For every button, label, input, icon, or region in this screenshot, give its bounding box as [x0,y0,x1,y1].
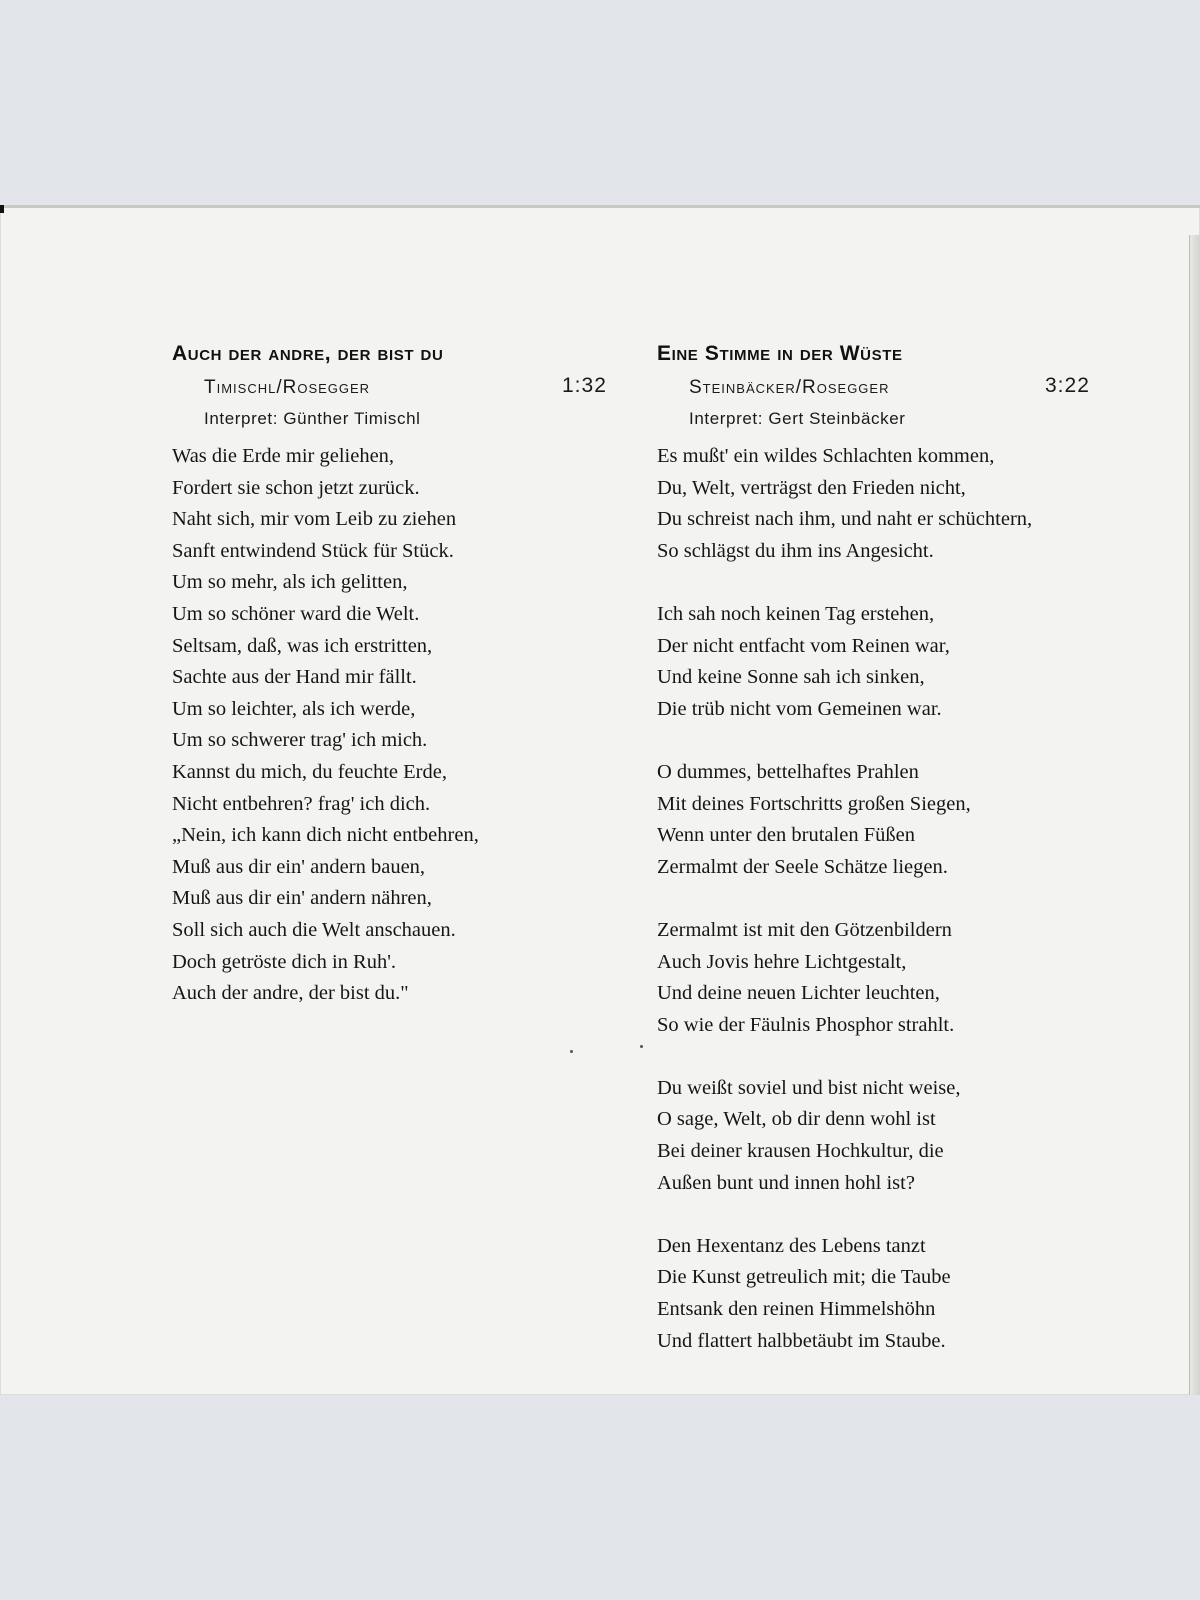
lyric-line: Du weißt soviel und bist nicht weise, [657,1076,961,1099]
page-corner-mark [0,205,4,213]
lyric-line: Soll sich auch die Welt anschauen. [172,918,456,941]
lyric-line: Seltsam, daß, was ich erstritten, [172,634,433,657]
song-duration: 3:22 [1045,374,1090,397]
lyric-line: Und deine neuen Lichter leuchten, [657,982,940,1005]
lyric-line: So schlägst du ihm ins Angesicht. [657,539,934,562]
lyric-line: Muß aus dir ein' andern bauen, [172,855,426,878]
lyric-line: O dummes, bettelhaftes Prahlen [657,760,919,783]
lyric-line: Sachte aus der Hand mir fällt. [172,666,417,689]
lyric-line: Auch der andre, der bist du." [172,982,409,1005]
stanza-gap [657,1041,1032,1073]
lyric-line: Um so leichter, als ich werde, [172,697,416,720]
stanza-gap [657,1199,1032,1231]
lyric-line: Sanft entwindend Stück für Stück. [172,539,454,562]
lyric-line: Auch Jovis hehre Lichtgestalt, [657,950,907,973]
song-credits: Timischl/Rosegger [204,377,371,398]
lyric-line: Muß aus dir ein' andern nähren, [172,887,432,910]
lyric-line: Es mußt' ein wildes Schlachten kommen, [657,445,995,467]
song-title: Auch der andre, der bist du [172,342,444,365]
lyric-line: Kannst du mich, du feuchte Erde, [172,760,447,783]
lyric-line: Und flattert halbbetäubt im Staube. [657,1329,946,1352]
lyric-line: Außen bunt und innen hohl ist? [657,1171,915,1194]
lyric-line: Du, Welt, verträgst den Frieden nicht, [657,476,966,499]
lyric-line: Fordert sie schon jetzt zurück. [172,476,420,499]
song-interpret: Interpret: Gert Steinbäcker [689,409,906,428]
lyric-line: Die Kunst getreulich mit; die Taube [657,1266,951,1289]
lyric-line: Entsank den reinen Himmelshöhn [657,1298,936,1321]
lyric-line: Die trüb nicht vom Gemeinen war. [657,697,942,720]
booklet-page [0,205,1200,1395]
song-duration: 1:32 [562,374,607,397]
lyric-line: Naht sich, mir vom Leib zu ziehen [172,508,457,531]
lyric-line: Um so mehr, als ich gelitten, [172,571,408,594]
lyric-line: O sage, Welt, ob dir denn wohl ist [657,1108,936,1131]
lyric-line: Was die Erde mir geliehen, [172,445,395,467]
lyric-line: Zermalmt ist mit den Götzenbildern [657,918,952,941]
lyric-line: Mit deines Fortschritts großen Siegen, [657,792,971,815]
song-lyrics [172,441,479,1010]
page-edge [1189,235,1200,1395]
lyric-line: Nicht entbehren? frag' ich dich. [172,792,431,815]
lyric-line: Zermalmt der Seele Schätze liegen. [657,855,948,878]
lyric-line: Du schreist nach ihm, und naht er schüchtern, [657,508,1033,531]
lyric-line: Um so schöner ward die Welt. [172,602,420,625]
song-credits: Steinbäcker/Rosegger [689,377,890,398]
stanza-gap [657,567,1032,599]
stanza-gap [657,883,1032,915]
song-interpret: Interpret: Günther Timischl [204,409,421,428]
song-title: Eine Stimme in der Wüste [657,342,903,365]
lyric-line: „Nein, ich kann dich nicht entbehren, [172,824,479,847]
lyric-line: Den Hexentanz des Lebens tanzt [657,1234,926,1257]
print-speck [640,1045,643,1048]
lyric-line: Der nicht entfacht vom Reinen war, [657,634,950,657]
lyric-line: Bei deiner krausen Hochkultur, die [657,1140,944,1163]
lyric-line: Doch getröste dich in Ruh'. [172,950,397,973]
print-speck [570,1050,573,1053]
stanza-gap [657,725,1032,757]
lyric-line: Wenn unter den brutalen Füßen [657,824,915,847]
lyric-line: Ich sah noch keinen Tag erstehen, [657,602,935,625]
lyric-line: Um so schwerer trag' ich mich. [172,729,428,752]
lyric-line: So wie der Fäulnis Phosphor strahlt. [657,1013,955,1036]
lyric-line: Und keine Sonne sah ich sinken, [657,666,925,689]
song-lyrics [657,441,1032,1357]
